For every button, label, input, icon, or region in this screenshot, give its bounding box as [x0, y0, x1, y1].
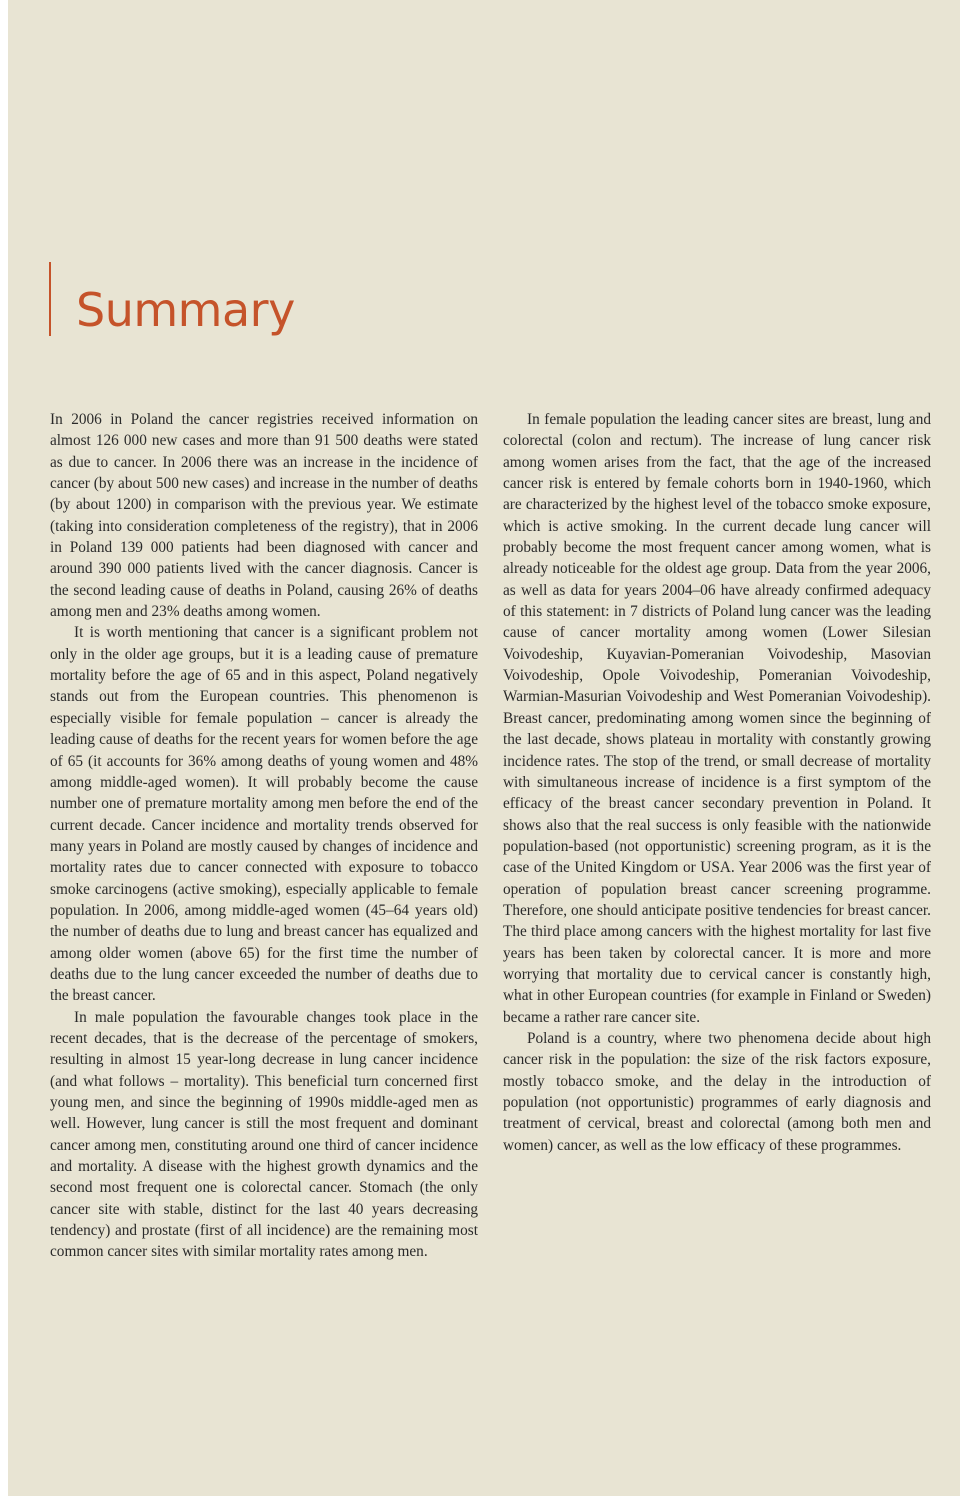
paragraph: In 2006 in Poland the cancer registries received information on almost 126 000 new cases and more than 91 500 deaths were stated as due to cancer. In 2006 there was an increase in the incidence of cancer (by about 500 new cases) and increase in the number of deaths (by about 1200) in comparison with the previous year. We estimate (taking into consideration completeness of the registry), that in 2006 in Poland 139 000 patients had been diagnosed with cancer and around 390 000 patients lived with the cancer diagnosis. Cancer is the second leading cause of deaths in Poland, causing 26% of deaths among men and 23% deaths among women. — [50, 411, 478, 621]
paragraph: In female population the leading cancer sites are breast, lung and colorectal (colon and rectum). The increase of lung cancer risk among women arises from the fact, that the age of the increased cancer risk is entered by female cohorts born in 1940-1960, which are characterized by the highest level of the tobacco smoke exposure, which is active smoking. In the current decade lung cancer will probably become the most frequent cancer among women, what is already noticeable for the oldest age group. Data from the year 2006, as well as data for years 2004–06 have already confirmed adequacy of this statement: in 7 districts of Poland lung cancer was the leading cause of cancer mortality among women (Lower Silesian Voivodeship, Kuyavian-Pomeranian Voivodeship, Masovian Voivodeship, Opole Voivodeship, Pomeranian Voivodeship, Warmian-Masurian Voivodeship and West Pomeranian Voivodeship). Breast cancer, predominating among women since the beginning of the last decade, shows plateau in mortality with constantly growing incidence rates. The stop of the trend, or small decrease of mortality with simultaneous increase of incidence is a first symptom of the efficacy of the breast cancer secondary prevention in Poland. It shows also that the real success is only feasible with the nationwide population-based (not opportunistic) screening program, as it is the case of the United Kingdom or USA. Year 2006 was the first year of operation of population breast cancer screening programme. Therefore, one should anticipate positive tendencies for breast cancer. The third place among cancers with the highest mortality for last five years has been taken by colorectal cancer. It is more and more worrying that mortality due to cervical cancer is constantly high, what in other European countries (for example in Finland or Sweden) became a rather rare cancer site. — [503, 411, 931, 1026]
paragraph: It is worth mentioning that cancer is a significant problem not only in the older age groups, but it is a leading cause of premature mortality before the age of 65 and in this aspect, Poland negatively stands out from the European countries. This phenomenon is especially visible for female population – cancer is already the leading cause of deaths for the recent years for women before the age of 65 (it accounts for 36% among deaths of young women and 48% among middle-aged women). It will probably become the cause number one of premature mortality among men before the end of the current decade. Cancer incidence and mortality trends observed for many years in Poland are mostly caused by changes of incidence and mortality rates due to cancer connected with exposure to tobacco smoke carcinogens (active smoking), especially applicable to female population. In 2006, among middle-aged women (45–64 years old) the number of deaths due to lung and breast cancer has equalized and among older women (above 65) for the first time the number of deaths due to the lung cancer exceeded the number of deaths due to the breast cancer. — [50, 624, 478, 1005]
page-title: Summary — [76, 282, 295, 337]
paragraph: Poland is a country, where two phenomena decide about high cancer risk in the population: the size of the risk factors exposure, mostly tobacco smoke, and the delay in the introduction of population (not opportunistic) programmes of early diagnosis and treatment of cervical, breast and colorectal (among both men and women) cancer, as well as the low efficacy of these programmes. — [503, 1029, 931, 1154]
left-column — [50, 409, 478, 1263]
right-column — [503, 409, 931, 1156]
paragraph: In male population the favourable changes took place in the recent decades, that is the decrease of the percentage of smokers, resulting in almost 15 year-long decrease in lung cancer incidence (and what follows – mortality). This beneficial turn concerned first young men, and since the beginning of 1990s middle-aged men as well. However, lung cancer is still the most frequent and dominant cancer among men, constituting around one third of cancer incidence and mortality. A disease with the highest growth dynamics and the second most frequent one is colorectal cancer. Stomach (the only cancer site with stable, distinct for the last 40 years decreasing tendency) and prostate (first of all incidence) are the remaining most common cancer sites with similar mortality rates among men. — [50, 1008, 478, 1261]
page — [8, 0, 960, 1496]
title-accent-bar — [49, 262, 51, 336]
